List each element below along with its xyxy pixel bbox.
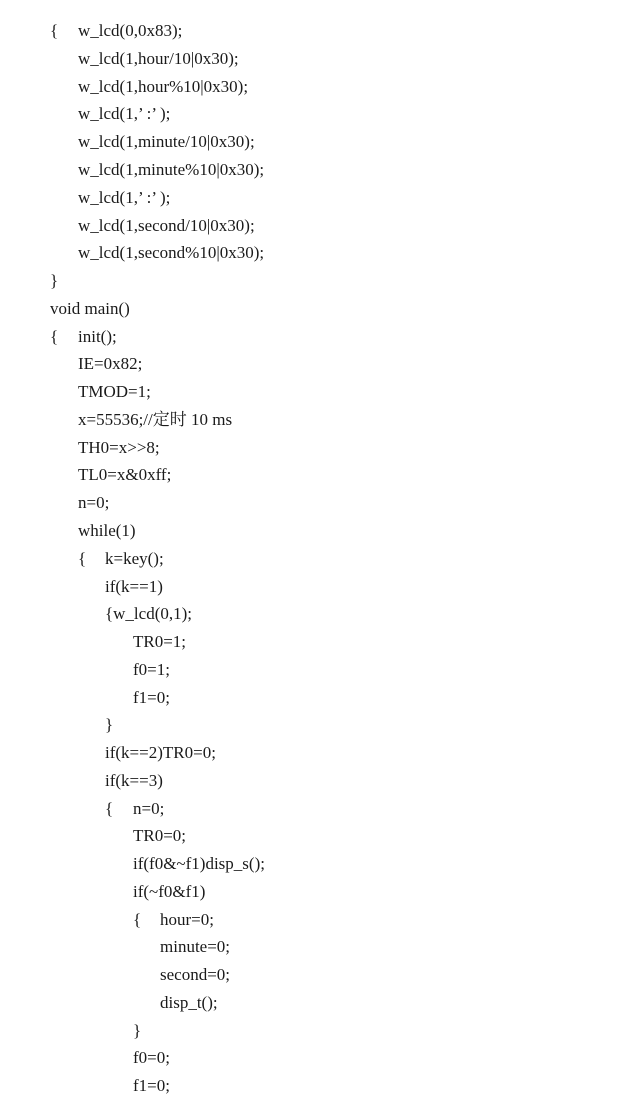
code-line: w_lcd(1,minute/10|0x30); [78,132,255,151]
code-line: disp_t(); [160,993,218,1012]
code-line: if(~f0&f1) [133,882,206,901]
code-line: while(1) [78,521,136,540]
code-line: minute=0; [160,937,231,956]
code-line: w_lcd(1,hour/10|0x30); [78,49,239,68]
open-brace: { [50,327,59,346]
close-brace: } [105,715,114,734]
open-brace: { [105,799,114,818]
code-line: w_lcd(1,’ :’ ); [78,104,171,123]
code-line: f0=1; [133,660,170,679]
code-line: TL0=x&0xff; [78,465,172,484]
code-line: w_lcd(1,second%10|0x30); [78,243,265,262]
code-line: w_lcd(1,’ :’ ); [78,188,171,207]
code-line: n=0; [133,799,165,818]
function-declaration: void main() [50,299,130,318]
close-brace: } [50,271,59,290]
code-line: if(k==2)TR0=0; [105,743,216,762]
code-line: f1=0; [133,1076,170,1095]
code-line: if(k==1) [105,577,163,596]
code-line: w_lcd(1,hour%10|0x30); [78,77,249,96]
code-line: TR0=1; [133,632,187,651]
code-line: TH0=x>>8; [78,438,160,457]
code-line: w_lcd(0,0x83); [78,21,183,40]
code-line: f1=0; [133,688,170,707]
code-line: k=key(); [105,549,164,568]
code-line: if(f0&~f1)disp_s(); [133,854,265,873]
open-brace: { [50,21,59,40]
code-line: TMOD=1; [78,382,151,401]
code-line: if(k==3) [105,771,163,790]
open-brace: { [78,549,87,568]
code-line: init(); [78,327,117,346]
code-line: hour=0; [160,910,214,929]
code-line: x=55536;//定时 10 ms [78,410,233,429]
code-line: TR0=0; [133,826,187,845]
code-line: IE=0x82; [78,354,143,373]
code-line: second=0; [160,965,231,984]
code-line: w_lcd(1,second/10|0x30); [78,216,255,235]
open-brace: { [133,910,142,929]
code-line: w_lcd(1,minute%10|0x30); [78,160,265,179]
code-line: {w_lcd(0,1); [105,604,193,623]
code-line: n=0; [78,493,110,512]
code-line: f0=0; [133,1048,170,1067]
close-brace: } [133,1021,142,1040]
